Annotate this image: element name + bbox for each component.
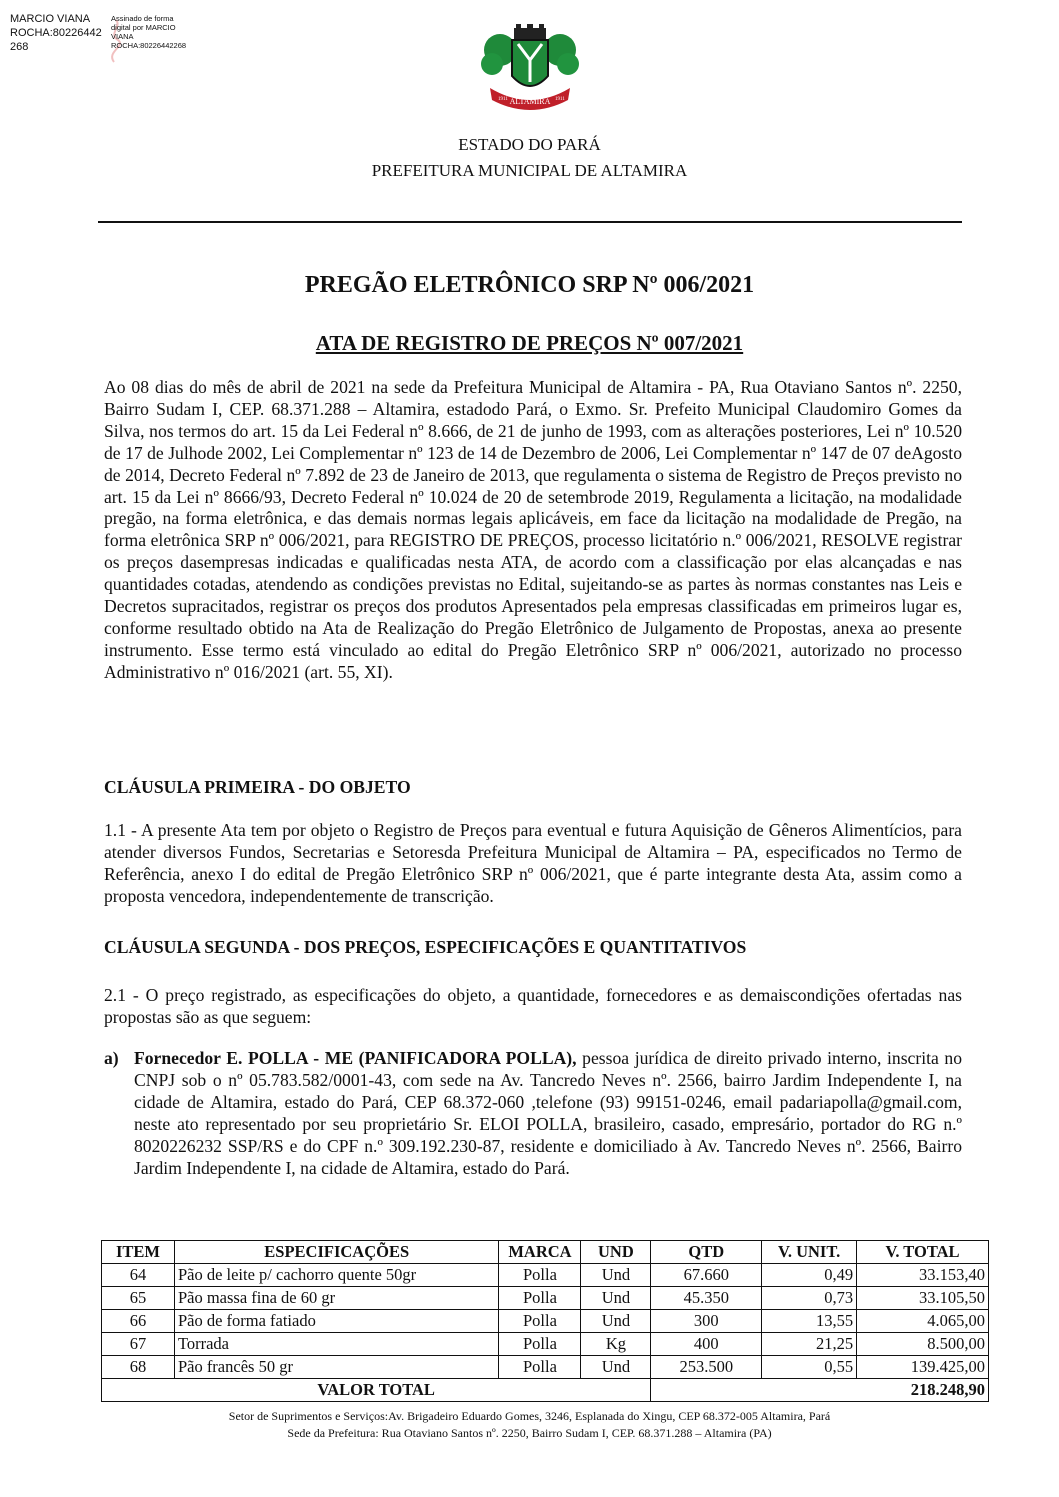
- cell-unit-price: 21,25: [762, 1333, 857, 1356]
- clause-1-heading: CLÁUSULA PRIMEIRA - DO OBJETO: [104, 777, 411, 797]
- price-table: [101, 1240, 989, 1402]
- supplier-label: a): [104, 1048, 119, 1068]
- cell-item: 64: [102, 1264, 175, 1287]
- cell-qty: 67.660: [651, 1264, 762, 1287]
- cell-total: 139.425,00: [857, 1356, 989, 1379]
- supplier-block: [104, 1048, 962, 1179]
- col-header-qty: QTD: [651, 1241, 762, 1264]
- document-title: PREGÃO ELETRÔNICO SRP Nº 006/2021: [304, 272, 755, 298]
- footer-line-1: Setor de Suprimentos e Serviços:Av. Brigadeiro Eduardo Gomes, 3246, Esplanada do Xingu, CEP 68.372-005 Altamira, Pará: [228, 1409, 831, 1423]
- cell-unit-price: 0,55: [762, 1356, 857, 1379]
- clause-2-text: 2.1 - O preço registrado, as especificações do objeto, a quantidade, fornecedores e as demaiscondições ofertadas nas propostas são as que seguem:: [104, 985, 962, 1027]
- state-name: ESTADO DO PARÁ: [458, 135, 601, 154]
- cell-unit-price: 13,55: [762, 1310, 857, 1333]
- table-header-row: [102, 1241, 989, 1264]
- table-row: [102, 1356, 989, 1379]
- cell-unit: Kg: [581, 1333, 651, 1356]
- document-subtitle: ATA DE REGISTRO DE PREÇOS Nº 007/2021: [315, 331, 744, 355]
- col-header-brand: MARCA: [499, 1241, 581, 1264]
- cell-unit-price: 0,73: [762, 1287, 857, 1310]
- cell-qty: 253.500: [651, 1356, 762, 1379]
- cell-item: 67: [102, 1333, 175, 1356]
- cell-unit: Und: [581, 1310, 651, 1333]
- table-row: [102, 1264, 989, 1287]
- signature-name: MARCIO VIANA ROCHA:80226442 268: [10, 13, 102, 53]
- signature-details: Assinado de forma digital por MARCIO VIANA ROCHA:80226442268: [111, 14, 187, 50]
- cell-brand: Polla: [499, 1310, 581, 1333]
- clause-2-heading: CLÁUSULA SEGUNDA - DOS PREÇOS, ESPECIFICAÇÕES E QUANTITATIVOS: [104, 937, 747, 957]
- supplier-details: pessoa jurídica de direito privado interno, inscrita no CNPJ sob o nº 05.783.582/0001-43, com sede na Av. Tancredo Neves nº. 2566, bairro Jardim Independente I, na cidade de Altamira, estado do Pará, CEP 68.372-060 ,telefone (93) 99151-0246, email padariapolla@gmail.com, neste ato representado por seu proprietário Sr. ELOI POLLA, brasileiro, casado, empresário, portador do RG n.º 8020226232 SSP/RS e do CPF n.º 309.192.230-87, residente e domiciliado à Av. Tancredo Neves nº. 2566, Bairro Jardim Independente I, na cidade de Altamira, estado do Pará.: [134, 1048, 962, 1178]
- col-header-spec: ESPECIFICAÇÕES: [174, 1241, 499, 1264]
- supplier-text: [134, 1048, 962, 1179]
- cell-item: 68: [102, 1356, 175, 1379]
- cell-spec: Pão de forma fatiado: [174, 1310, 499, 1333]
- supplier-name: Fornecedor E. POLLA - ME (PANIFICADORA POLLA),: [134, 1048, 577, 1068]
- cell-item: 65: [102, 1287, 175, 1310]
- cell-total: 4.065,00: [857, 1310, 989, 1333]
- cell-spec: Torrada: [174, 1333, 499, 1356]
- cell-brand: Polla: [499, 1356, 581, 1379]
- cell-qty: 45.350: [651, 1287, 762, 1310]
- cell-unit: Und: [581, 1287, 651, 1310]
- cell-item: 66: [102, 1310, 175, 1333]
- cell-brand: Polla: [499, 1287, 581, 1310]
- cell-total: 8.500,00: [857, 1333, 989, 1356]
- cell-spec: Pão francês 50 gr: [174, 1356, 499, 1379]
- clause-1-text: 1.1 - A presente Ata tem por objeto o Registro de Preços para eventual e futura Aquisição de Gêneros Alimentícios, para atender diversos Fundos, Secretarias e Setoresda Prefeitura Municipal de Altamira – PA, especificados no Termo de Referência, anexo I do edital de Pregão Eletrônico SRP nº 006/2021, que é parte integrante desta Ata, assim como a proposta vencedora, independentemente de transcrição.: [104, 820, 962, 906]
- cell-total: 33.153,40: [857, 1264, 989, 1287]
- col-header-unit: UND: [581, 1241, 651, 1264]
- cell-spec: Pão de leite p/ cachorro quente 50gr: [174, 1264, 499, 1287]
- table-row: [102, 1287, 989, 1310]
- col-header-total: V. TOTAL: [857, 1241, 989, 1264]
- cell-unit: Und: [581, 1356, 651, 1379]
- cell-spec: Pão massa fina de 60 gr: [174, 1287, 499, 1310]
- cell-unit: Und: [581, 1264, 651, 1287]
- total-label: VALOR TOTAL: [102, 1379, 651, 1402]
- total-value: 218.248,90: [651, 1379, 989, 1402]
- municipal-crest-icon: [478, 20, 582, 114]
- footer-line-2: Sede da Prefeitura: Rua Otaviano Santos nº. 2250, Bairro Sudam I, CEP. 68.371.288 – Altamira (PA): [287, 1426, 772, 1440]
- cell-qty: 400: [651, 1333, 762, 1356]
- cell-unit-price: 0,49: [762, 1264, 857, 1287]
- svg-text:1911: 1911: [498, 97, 508, 102]
- svg-text:ALTAMIRA: ALTAMIRA: [509, 97, 551, 106]
- cell-total: 33.105,50: [857, 1287, 989, 1310]
- table-row: [102, 1333, 989, 1356]
- table-row: [102, 1310, 989, 1333]
- cell-qty: 300: [651, 1310, 762, 1333]
- intro-paragraph: Ao 08 dias do mês de abril de 2021 na sede da Prefeitura Municipal de Altamira - PA, Rua Otaviano Santos nº. 2250, Bairro Sudam I, CEP. 68.371.288 – Altamira, estadodo Pará, o Exmo. Sr. Prefeito Municipal Claudomiro Gomes da Silva, nos termos do art. 15 da Lei Federal nº 8.666, de 21 de junho de 1993, com as alterações posteriores, Lei nº 10.520 de 17 de Julhode 2002, Lei Complementar nº 123 de 14 de Dezembro de 2006, Lei Complementar nº 147 de 07 deAgosto de 2014, Decreto Federal nº 7.892 de 23 de Janeiro de 2013, que regulamenta o sistema de Registro de Preços previsto no art. 15 da Lei nº 8666/93, Decreto Federal nº 10.024 de 20 de setembrode 2019, Regulamenta a licitação, na modalidade pregão, na forma eletrônica, e das demais normas legais aplicáveis, em face da licitação na modalidade de Pregão, na forma eletrônica SRP nº 006/2021, para REGISTRO DE PREÇOS, processo licitatório n.º 006/2021, RESOLVE registrar os preços dasempresas indicadas e qualificadas nesta ATA, de acordo com a classificação por elas alcançadas e nas quantidades cotadas, atendendo as condições previstas no Edital, sujeitando-se as partes às normas constantes nas Leis e Decretos supracitados, registrar os preços dos produtos Apresentados pela empresas classificadas em primeiros lugar es, conforme resultado obtido na Ata de Realização do Pregão Eletrônico de Julgamento de Propostas, anexa ao presente instrumento. Esse termo está vinculado ao edital do Pregão Eletrônico SRP nº 006/2021, autorizado no processo Administrativo nº 016/2021 (art. 55, XI).: [104, 377, 962, 682]
- col-header-unit-price: V. UNIT.: [762, 1241, 857, 1264]
- col-header-item: ITEM: [102, 1241, 175, 1264]
- header-divider: [98, 221, 962, 223]
- table-total-row: [102, 1379, 989, 1402]
- svg-text:1911: 1911: [555, 97, 565, 102]
- cell-brand: Polla: [499, 1333, 581, 1356]
- cell-brand: Polla: [499, 1264, 581, 1287]
- municipality-name: PREFEITURA MUNICIPAL DE ALTAMIRA: [371, 161, 688, 180]
- digital-signature: [10, 12, 220, 62]
